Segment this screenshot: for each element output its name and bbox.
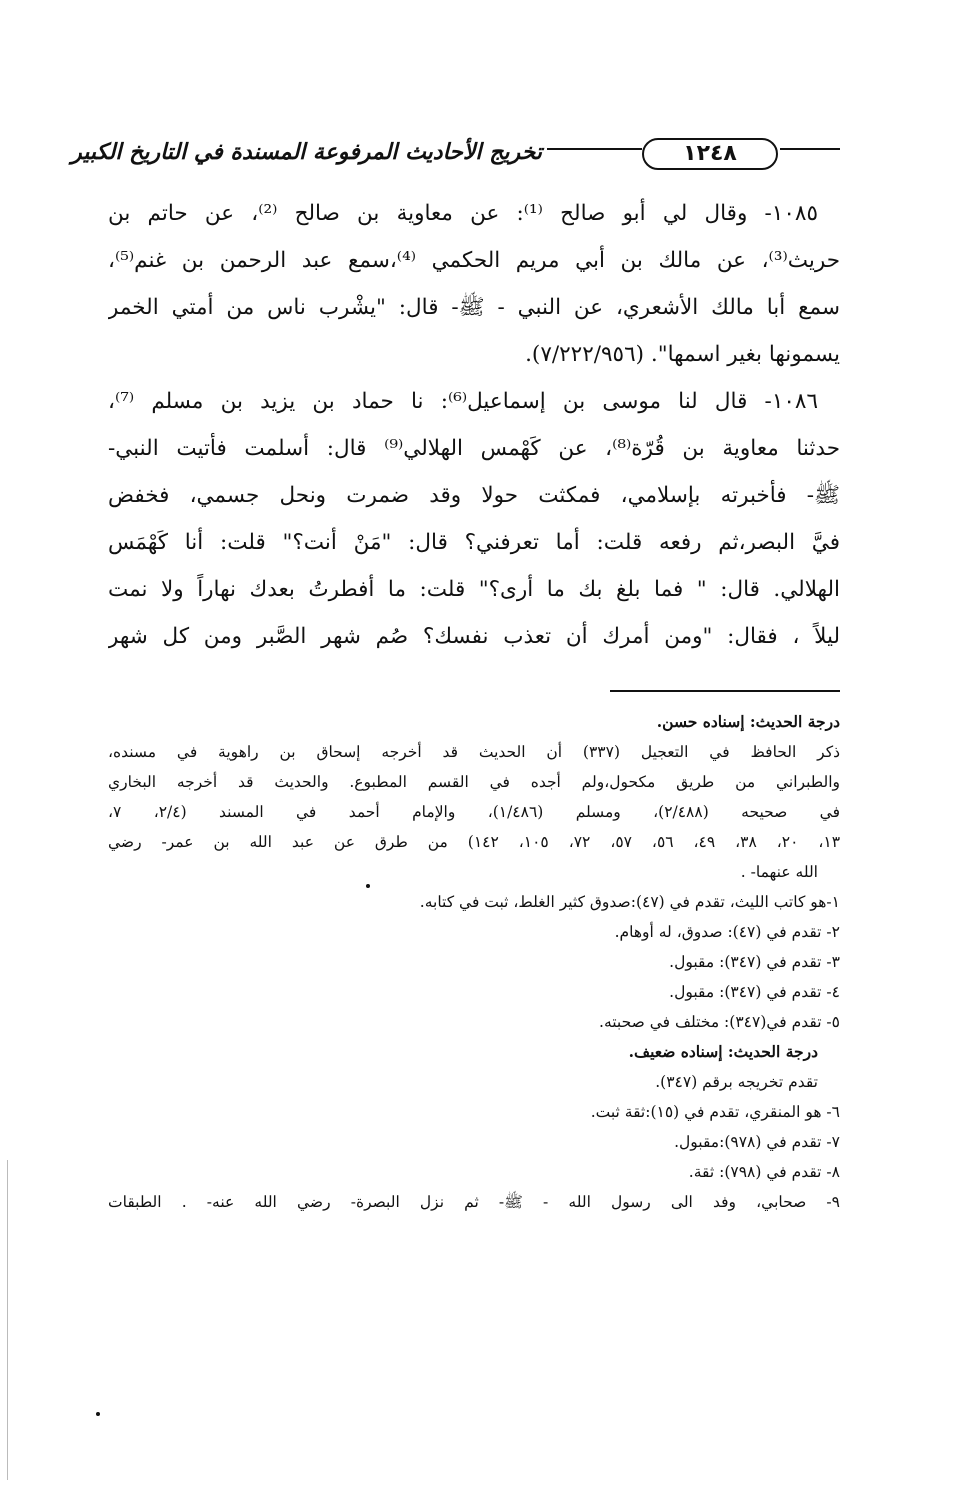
footnote-separator bbox=[610, 690, 840, 692]
header-rule-right bbox=[780, 148, 840, 150]
footnote-line: تقدم تخريجه برقم (٣٤٧). bbox=[655, 1073, 818, 1091]
footnote-line: ١٣، ٢٠، ٣٨، ٤٩، ٥٦، ٥٧، ٧٢، ١٠٥، ١٤٢) من طرق عن عبد الله بن عمر- رضي bbox=[108, 833, 840, 851]
footnote-line: في صحيحه (٢/٤٨٨)، ومسلم (١/٤٨٦)، والإمام أحمد في المسند (٢/٤، ٧، bbox=[108, 803, 840, 821]
footnote-item: ٣- تقدم في (٣٤٧): مقبول. bbox=[669, 953, 840, 971]
running-header bbox=[71, 138, 840, 172]
footnote-item: ٤- تقدم في (٣٤٧): مقبول. bbox=[669, 983, 840, 1001]
text-line: حريث⁽³⁾، عن مالك بن أبي مريم الحكمي ⁽⁴⁾،سمع عبد الرحمن بن غنم⁽⁵⁾، bbox=[108, 248, 840, 273]
footnote-line: الله عنهما- . bbox=[740, 863, 818, 881]
main-text bbox=[108, 190, 840, 660]
text-line: الهلالي. قال: " فما بلغ بك ما أرى؟" قلت: ما أفطرتُ بعدك نهاراً ولا نمت bbox=[108, 577, 840, 602]
running-title: تخريج الأحاديث المرفوعة المسندة في التاريخ الكبير bbox=[71, 139, 542, 165]
print-speck bbox=[96, 1412, 100, 1416]
text-line: ﷺ- فأخبرته بإسلامي، فمكثت حولا وقد ضمرت ونحل جسمي، فخفض bbox=[108, 483, 840, 508]
text-line: ليلاً ، فقال: "ومن أمرك أن تعذب نفسك؟ صُم شهر الصَّبر ومن كل شهر bbox=[108, 624, 840, 649]
text-line: ١٠٨٥- وقال لي أبو صالح ⁽¹⁾: عن معاوية بن صالح ⁽²⁾، عن حاتم بن bbox=[108, 201, 818, 226]
footnote-item: ٥- تقدم في(٣٤٧): مختلف في صحبته. bbox=[599, 1013, 840, 1031]
page-number: ١٢٤٨ bbox=[642, 138, 778, 170]
text-line: يسمونها بغير اسمها". (٧/٢٢٢/٩٥٦). bbox=[525, 342, 840, 367]
footnote-item: ٧- تقدم في (٩٧٨):مقبول. bbox=[674, 1133, 840, 1151]
text-line: ١٠٨٦- قال لنا موسى بن إسماعيل⁽⁶⁾: نا حماد بن يزيد بن مسلم ⁽⁷⁾، bbox=[108, 389, 819, 414]
footnote-line: ذكر الحافظ في التعجيل (٣٣٧) أن الحديث قد أخرجه إسحاق بن راهوية في مسنده، bbox=[108, 743, 840, 761]
text-line: فيَّ البصر،ثم رفعه قلت: أما تعرفني؟ قال: "مَنْ أنت؟" قلت: أنا كَهْمَس bbox=[108, 530, 840, 555]
footnote-item: ٩- صحابي، وفد الى رسول الله - ﷺ- ثم نزل البصرة- رضي الله عنه- . الطبقات bbox=[108, 1193, 840, 1211]
footnote-item: ٨- تقدم في (٧٩٨): ثقة. bbox=[688, 1163, 840, 1181]
header-rule-middle bbox=[547, 148, 642, 150]
hadith-grade: درجة الحديث: إسناده ضعيف. bbox=[628, 1042, 818, 1061]
footnote-item: ٦- هو المنقري، تقدم في (١٥):ثقة ثبت. bbox=[590, 1103, 840, 1121]
footnote-item: ٢- تقدم في (٤٧): صدوق، له أوهام. bbox=[614, 923, 840, 941]
scan-edge-line bbox=[7, 1160, 8, 1480]
hadith-grade: درجة الحديث: إسناده حسن. bbox=[656, 712, 840, 731]
text-line: حدثنا معاوية بن قُرّة⁽⁸⁾، عن كَهْمس الهلالي⁽⁹⁾ قال: أسلمت فأتيت النبي- bbox=[108, 436, 840, 461]
footnote-item: ١-هو كاتب الليث، تقدم في (٤٧):صدوق كثير الغلط، ثبت في كتابه. bbox=[419, 893, 840, 911]
footnote-line: والطبراني من طريق مكحول،ولم أجده في القسم المطبوع. والحديث قد أخرجه البخاري bbox=[108, 773, 840, 791]
print-speck bbox=[366, 884, 370, 888]
text-line: سمع أبا مالك الأشعري، عن النبي - ﷺ- قال: "يشْرب ناس من أمتي الخمر bbox=[108, 295, 840, 320]
footnotes bbox=[108, 707, 840, 1217]
